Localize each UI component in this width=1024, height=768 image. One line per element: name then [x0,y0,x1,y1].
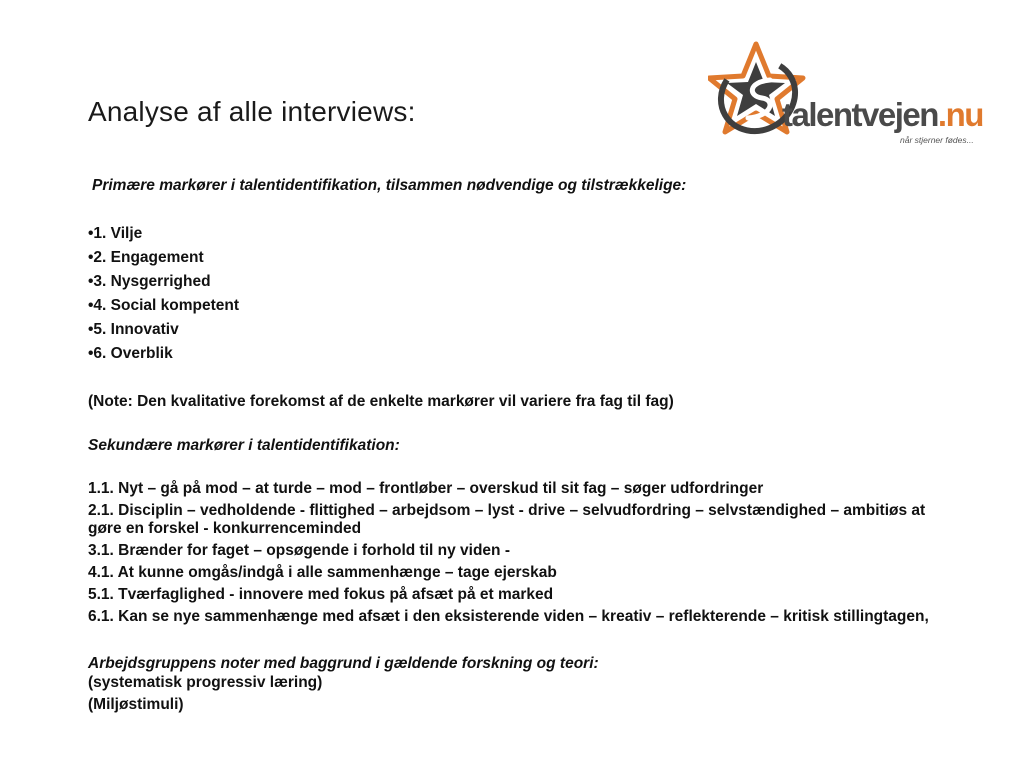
list-item: •4. Social kompetent [88,297,239,314]
list-item: 5.1. Tværfaglighed - innovere med fokus på afsæt på et marked [88,586,554,603]
talentvejen-logo [708,40,988,152]
list-item: •1. Vilje [88,225,143,242]
primary-heading: Primære markører i talentidentifikation, tilsammen nødvendige og tilstrækkelige: [92,177,687,194]
list-item: (systematisk progressiv læring) [88,674,323,691]
list-item: •2. Engagement [88,249,204,266]
list-item: •5. Innovativ [88,321,179,338]
list-item: 2.1. Disciplin – vedholdende - flittighed – arbejdsom – lyst - drive – selvudfordring – selvstændighed – ambitiøs at gøre en forskel - konkurrenceminded [88,502,926,537]
note-text: (Note: Den kvalitative forekomst af de enkelte markører vil variere fra fag til fag) [88,393,674,410]
group-heading: Arbejdsgruppens noter med baggrund i gældende forskning og teori: [88,655,599,672]
primary-markers-list [88,224,948,364]
secondary-heading: Sekundære markører i talentidentifikation: [88,437,400,454]
logo-name: talentvejen [782,96,938,133]
group-notes-list [88,674,948,714]
list-item: 3.1. Brænder for faget – opsøgende i forhold til ny viden - [88,542,510,559]
list-item: 4.1. At kunne omgås/indgå i alle sammenhænge – tage ejerskab [88,564,557,581]
slide-content [88,176,948,718]
secondary-markers-list [88,480,948,626]
logo-tld: .nu [937,96,983,133]
list-item: 1.1. Nyt – gå på mod – at turde – mod – frontløber – overskud til sit fag – søger udfordringer [88,480,764,497]
list-item: •3. Nysgerrighed [88,273,211,290]
logo-tagline: når stjerner fødes... [900,135,974,145]
slide-title: Analyse af alle interviews: [88,96,416,127]
list-item: 6.1. Kan se nye sammenhænge med afsæt i den eksisterende viden – kreativ – reflekterende – kritisk stillingtagen, [88,608,929,625]
logo-wordmark [782,98,983,131]
list-item: •6. Overblik [88,345,173,362]
list-item: (Miljøstimuli) [88,696,184,713]
